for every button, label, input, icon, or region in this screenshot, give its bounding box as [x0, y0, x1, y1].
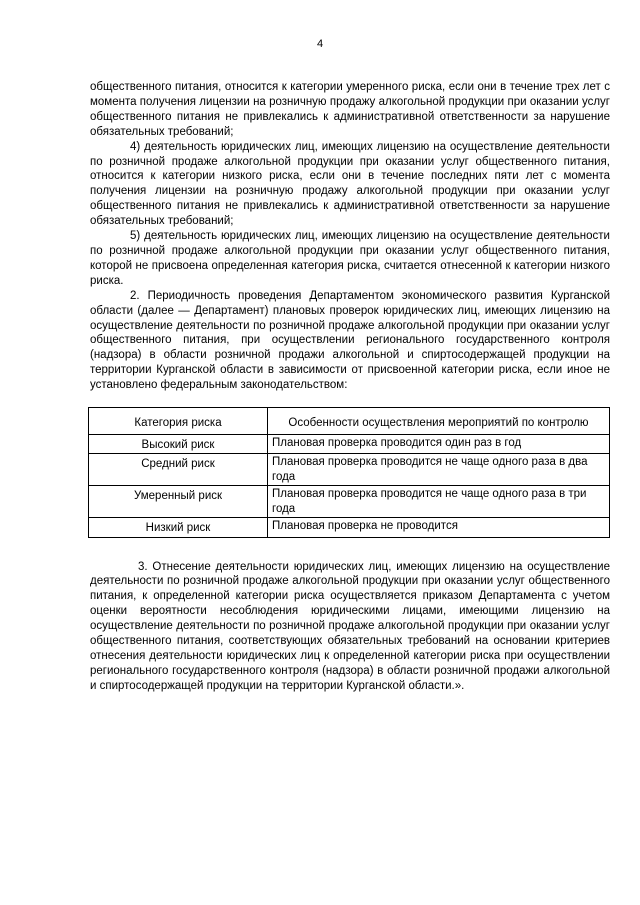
document-body [90, 80, 610, 694]
table-row [89, 486, 610, 518]
paragraph-item-4: 4) деятельность юридических лиц, имеющих лицензию на осуществление деятельности по розничной продаже алкогольной продукции при оказании услуг общественного питания, относится к категории низкого риска, если они в течение последних пяти лет с момента получения лицензии на розничную продажу алкогольной продукции при оказании услуг общественного питания не привлекались к административной ответственности за нарушение обязательных требований; [90, 140, 610, 228]
table-cell-description: Плановая проверка не проводится [268, 518, 610, 538]
paragraph-section-2: 2. Периодичность проведения Департаментом экономического развития Курганской области (далее — Департамент) плановых проверок юридических лиц, имеющих лицензию на осуществление деятельности по розничной продаже алкогольной продукции при оказании услуг общественного питания, при осуществлении регионального государственного контроля (надзора) в области розничной продажи алкогольной и спиртосодержащей продукции на территории Курганской области в зависимости от присвоенной категории риска, если иное не установлено федеральным законодательством: [90, 289, 610, 392]
table-row [89, 518, 610, 538]
table-header-row [89, 408, 610, 435]
table-cell-category: Умеренный риск [89, 486, 268, 518]
table-cell-description: Плановая проверка проводится один раз в год [268, 434, 610, 454]
paragraph-section-3: 3. Отнесение деятельности юридических лиц, имеющих лицензию на осуществление деятельности по розничной продаже алкогольной продукции при оказании услуг общественного питания, к определенной категории риска осуществляется приказом Департамента с учетом оценки вероятности несоблюдения юридическими лицами, имеющими лицензию на осуществление деятельности по розничной продаже алкогольной продукции при оказании услуг общественного питания, соответствующих обязательных требований на основании критериев отнесения деятельности юридических лиц к определенной категории риска при осуществлении регионального государственного контроля (надзора) в области розничной продажи алкогольной и спиртосодержащей продукции на территории Курганской области.». [90, 560, 610, 692]
table-cell-description: Плановая проверка проводится не чаще одного раза в три года [268, 486, 610, 518]
table-cell-category: Средний риск [89, 454, 268, 486]
table-row [89, 434, 610, 454]
paragraph-risk-moderate-continued: общественного питания, относится к категории умеренного риска, если они в течение трех лет с момента получения лицензии на розничную продажу алкогольной продукции при оказании услуг общественного питания не привлекались к административной ответственности за нарушение обязательных требований; [90, 81, 610, 138]
header-control-features: Особенности осуществления мероприятий по контролю [268, 408, 610, 435]
table-cell-category: Высокий риск [89, 434, 268, 454]
table-cell-category: Низкий риск [89, 518, 268, 538]
header-risk-category: Категория риска [89, 408, 268, 435]
risk-category-table [88, 407, 610, 538]
table-row [89, 454, 610, 486]
paragraph-item-5: 5) деятельность юридических лиц, имеющих лицензию на осуществление деятельности по розничной продаже алкогольной продукции при оказании услуг общественного питания, которой не присвоена определенная категория риска, считается отнесенной к категории низкого риска. [90, 230, 610, 287]
page-number: 4 [316, 38, 324, 50]
table-cell-description: Плановая проверка проводится не чаще одного раза в два года [268, 454, 610, 486]
